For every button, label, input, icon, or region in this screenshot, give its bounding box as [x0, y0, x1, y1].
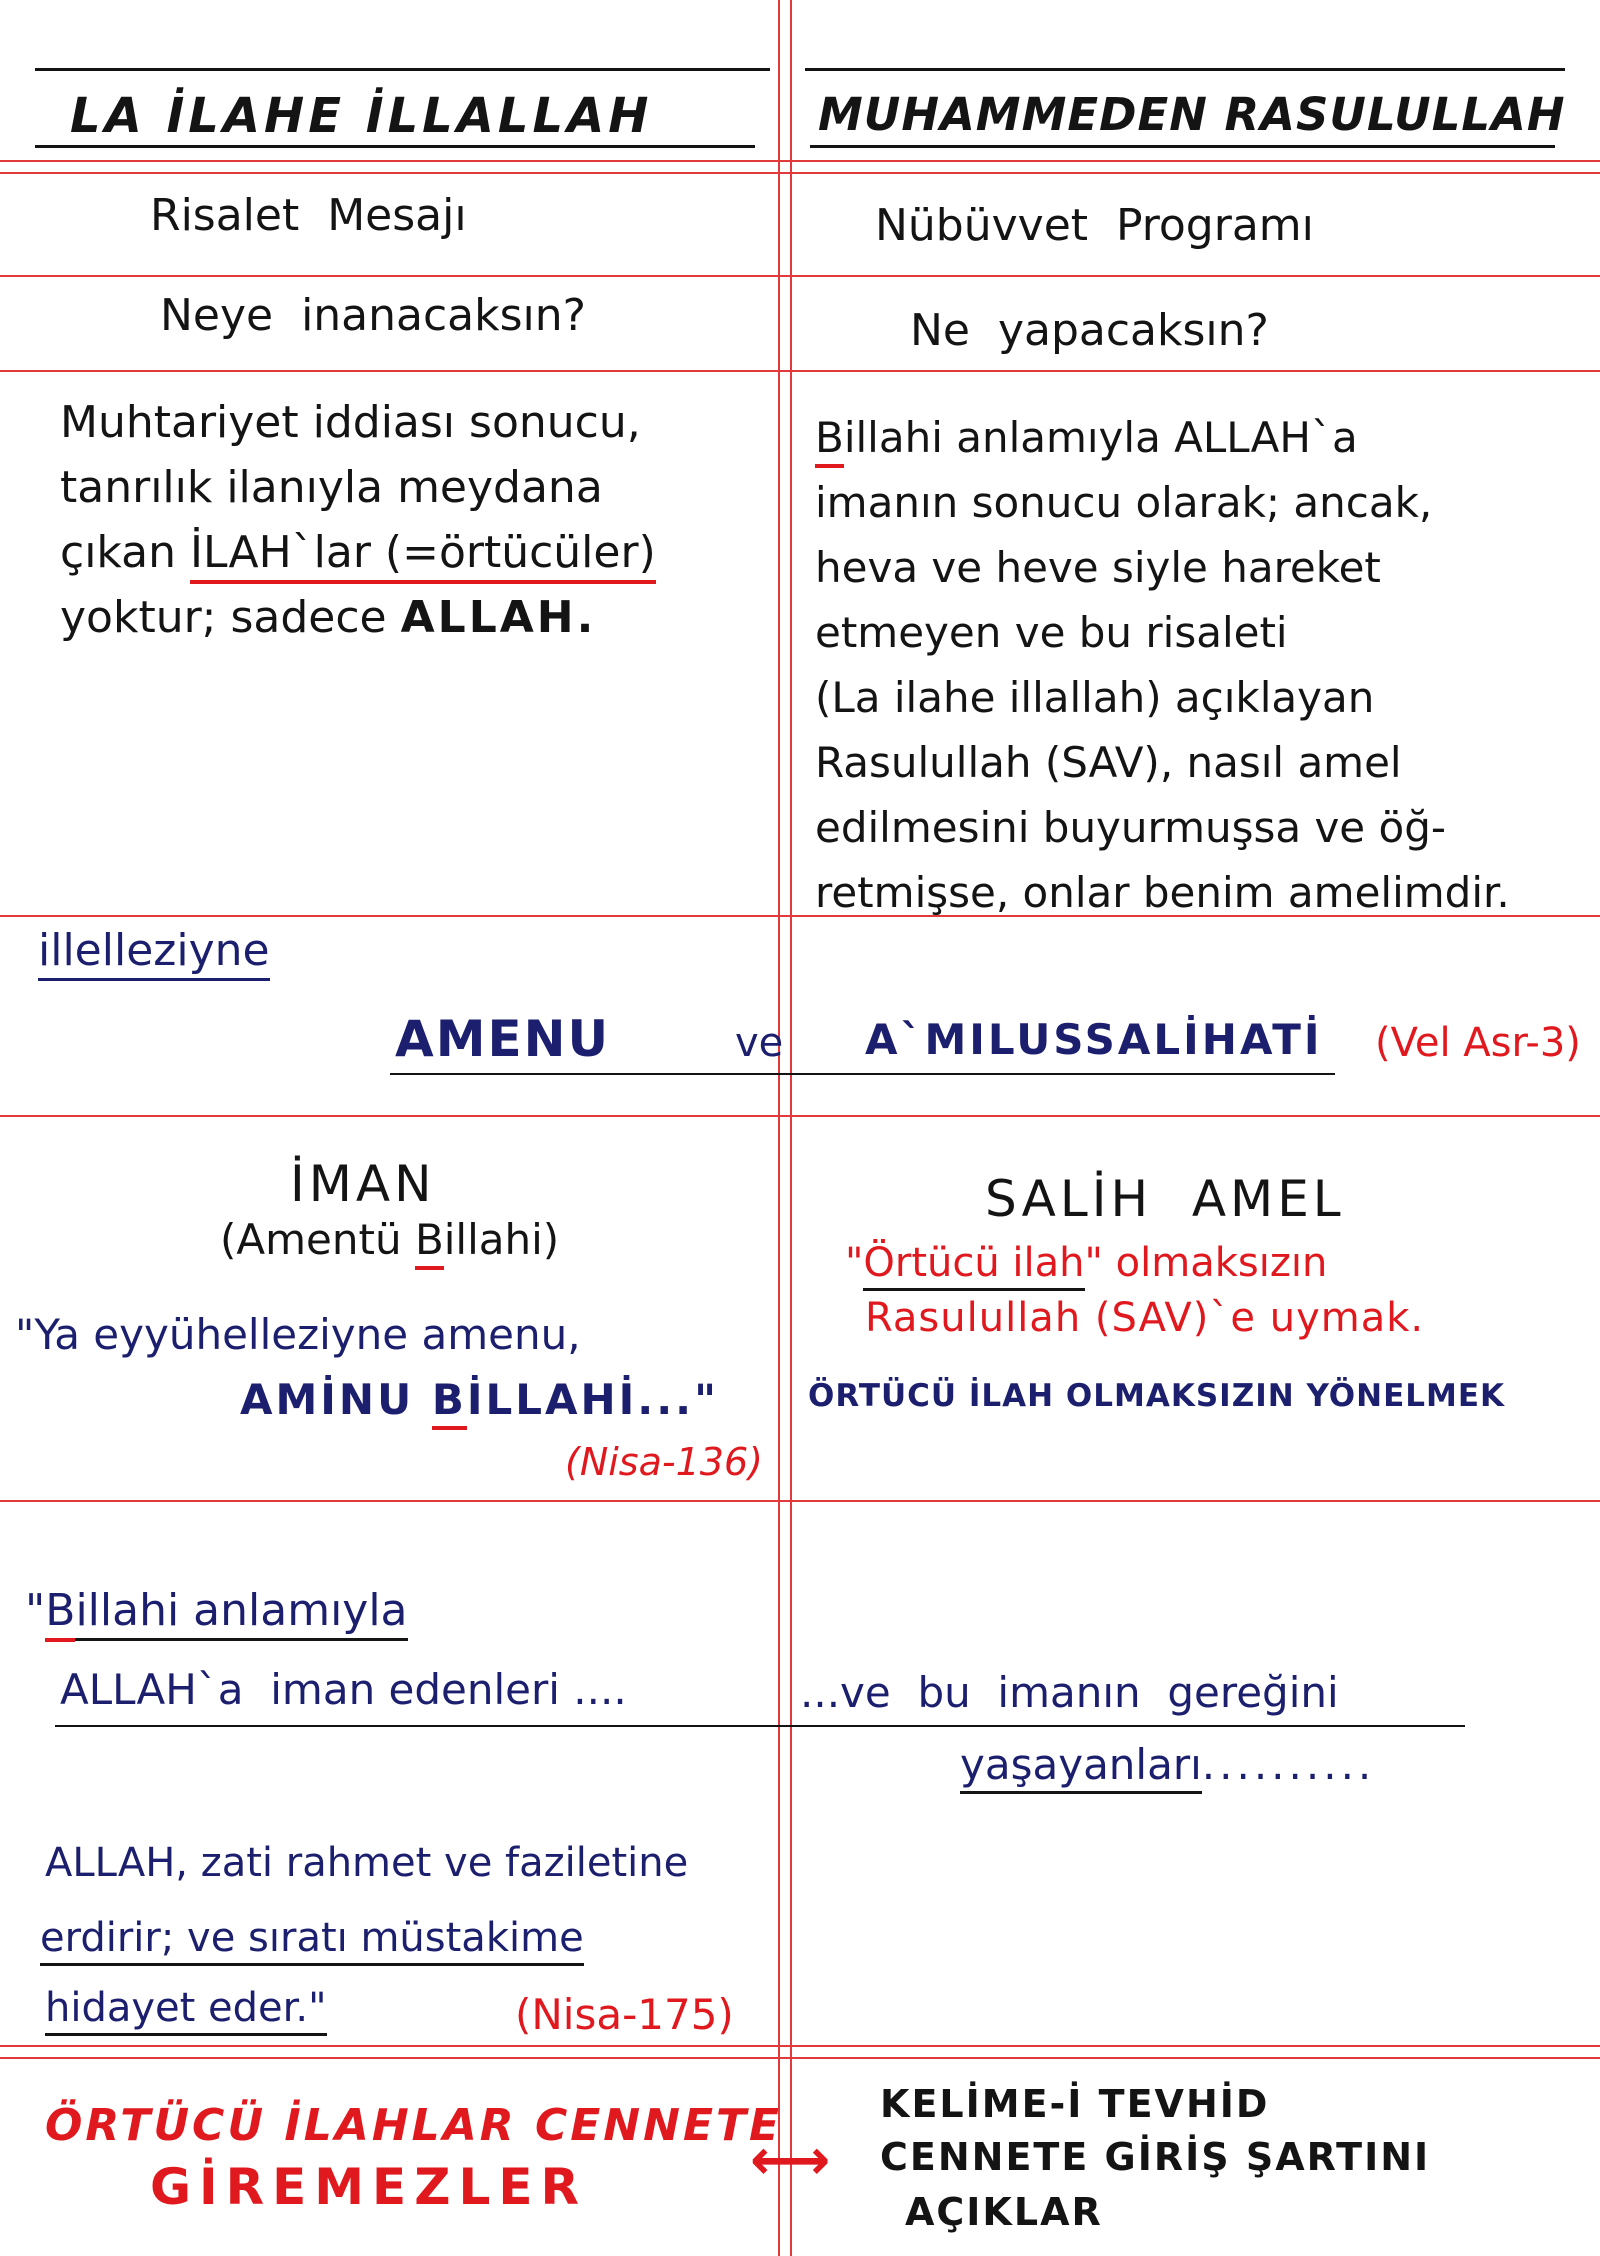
nisa175-line-2: ALLAH`a iman edenleri .... — [60, 1665, 627, 1714]
salih-line-1-rest: olmaksızın — [1102, 1240, 1328, 1286]
right-line-1 — [815, 405, 1595, 470]
left-explanation — [60, 390, 760, 650]
divider-3 — [0, 370, 1600, 372]
footer-right-3: AÇIKLAR — [905, 2190, 1103, 2234]
iman-quote-2-b: B — [432, 1375, 467, 1430]
iman-subtitle — [220, 1215, 559, 1264]
illelleziyne: illelleziyne — [38, 925, 270, 981]
nisa175-connect-line — [55, 1725, 1465, 1727]
divider-1b — [0, 172, 1600, 174]
right-line-3: heva ve heve siyle hareket — [815, 543, 1381, 592]
right-line-2: imanın sonucu olarak; ancak, — [815, 478, 1433, 527]
nisa-136-ref: (Nisa-136) — [565, 1440, 763, 1484]
risalet-label: Risalet Mesajı — [150, 190, 467, 241]
divider-2 — [0, 275, 1600, 277]
left-line-4-allah: ALLAH. — [400, 592, 597, 643]
nisa175-line-5: hidayet eder." — [45, 1985, 327, 2036]
right-line-4: etmeyen ve bu risaleti — [815, 608, 1288, 657]
center-divider-right — [790, 0, 792, 2256]
amenu: AMENU — [395, 1010, 611, 1068]
divider-1 — [0, 160, 1600, 162]
yasayanlari-dots: .......... — [1201, 1740, 1376, 1789]
ve-connector: ve — [735, 1020, 784, 1066]
salih-quote-close: " — [1084, 1240, 1103, 1286]
yasayanlari: yaşayanları — [960, 1740, 1202, 1794]
header-underline-right — [810, 145, 1555, 148]
right-line-7: edilmesini buyurmuşsa ve öğ- — [815, 803, 1447, 852]
iman-quote-2 — [240, 1375, 719, 1424]
footer-left-2: GİREMEZLER — [150, 2158, 587, 2216]
ortucu-ilah: Örtücü ilah — [863, 1240, 1084, 1291]
left-line-3-ilahlar: İLAH`lar (=örtücüler) — [190, 527, 656, 584]
left-line-3 — [60, 520, 760, 585]
iman-subtitle-b: B — [415, 1215, 444, 1270]
header-topline-right — [805, 68, 1565, 71]
right-line-1-b: B — [815, 413, 844, 468]
footer-left-1: ÖRTÜCÜ İLAHLAR CENNETE — [45, 2100, 783, 2151]
nisa175-b: B — [45, 1585, 75, 1642]
iman-subtitle-pre: (Amentü — [220, 1215, 415, 1264]
iman-title: İMAN — [290, 1155, 436, 1213]
right-line-1-rest: illahi anlamıyla ALLAH`a — [843, 413, 1358, 462]
nisa175-quote-open: " — [25, 1585, 46, 1636]
divider-6 — [0, 1500, 1600, 1502]
nisa-175-ref: (Nisa-175) — [515, 1990, 734, 2039]
left-line-4 — [60, 585, 760, 650]
neye-question: Neye inanacaksın? — [160, 290, 587, 341]
salih-line-1 — [845, 1240, 1327, 1286]
divider-7 — [0, 2045, 1600, 2047]
right-line-5: (La ilahe illallah) açıklayan — [815, 673, 1375, 722]
salih-line-2: Rasulullah (SAV)`e uymak. — [865, 1295, 1425, 1341]
vel-asr-ref: (Vel Asr-3) — [1375, 1020, 1581, 1066]
footer-arrow: ⟷ — [750, 2128, 831, 2193]
header-underline-left — [35, 145, 755, 148]
nisa175-line-4: erdirir; ve sıratı müstakime — [40, 1915, 584, 1966]
nisa175-right-2 — [960, 1740, 1375, 1789]
salih-line-3: ÖRTÜCÜ İLAH OLMAKSIZIN YÖNELMEK — [808, 1378, 1506, 1414]
salih-quote-open: " — [845, 1240, 864, 1286]
amilussalihati: A`MILUSSALİHATİ — [865, 1015, 1323, 1064]
iman-quote-2-post: İLLAHİ..." — [466, 1375, 720, 1424]
left-line-1: Muhtariyet iddiası sonucu, — [60, 397, 641, 448]
center-divider-left — [778, 0, 780, 2256]
header-topline-left — [35, 68, 770, 71]
left-line-3-pre: çıkan — [60, 527, 190, 578]
footer-right-2: CENNETE GİRİŞ ŞARTINI — [880, 2135, 1431, 2179]
salih-amel-title: SALİH AMEL — [985, 1170, 1345, 1228]
iman-subtitle-post: illahi) — [443, 1215, 560, 1264]
iman-quote-1: "Ya eyyühelleziyne amenu, — [15, 1310, 581, 1359]
divider-7b — [0, 2057, 1600, 2059]
nisa175-line-1 — [25, 1585, 408, 1636]
nubuvvet-label: Nübüvvet Programı — [875, 200, 1314, 251]
iman-quote-2-pre: AMİNU — [240, 1375, 432, 1424]
nisa175-line-3: ALLAH, zati rahmet ve faziletine — [45, 1840, 689, 1886]
footer-right-1: KELİME-İ TEVHİD — [880, 2082, 1270, 2126]
nisa175-right-1: ...ve bu imanın gereğini — [800, 1668, 1339, 1717]
right-line-6: Rasulullah (SAV), nasıl amel — [815, 738, 1402, 787]
right-explanation — [815, 405, 1595, 925]
nisa175-line-1-rest: illahi anlamıyla — [75, 1585, 407, 1641]
left-line-2: tanrılık ilanıyla meydana — [60, 462, 603, 513]
right-line-8: retmişse, onlar benim amelimdir. — [815, 868, 1510, 917]
header-right-title: MUHAMMEDEN RASULULLAH — [818, 88, 1566, 141]
header-left-title: LA İLAHE İLLALLAH — [70, 88, 653, 144]
divider-5 — [0, 1115, 1600, 1117]
ne-question: Ne yapacaksın? — [910, 305, 1269, 356]
verse-baseline — [390, 1073, 1335, 1075]
left-line-4-pre: yoktur; sadece — [60, 592, 401, 643]
